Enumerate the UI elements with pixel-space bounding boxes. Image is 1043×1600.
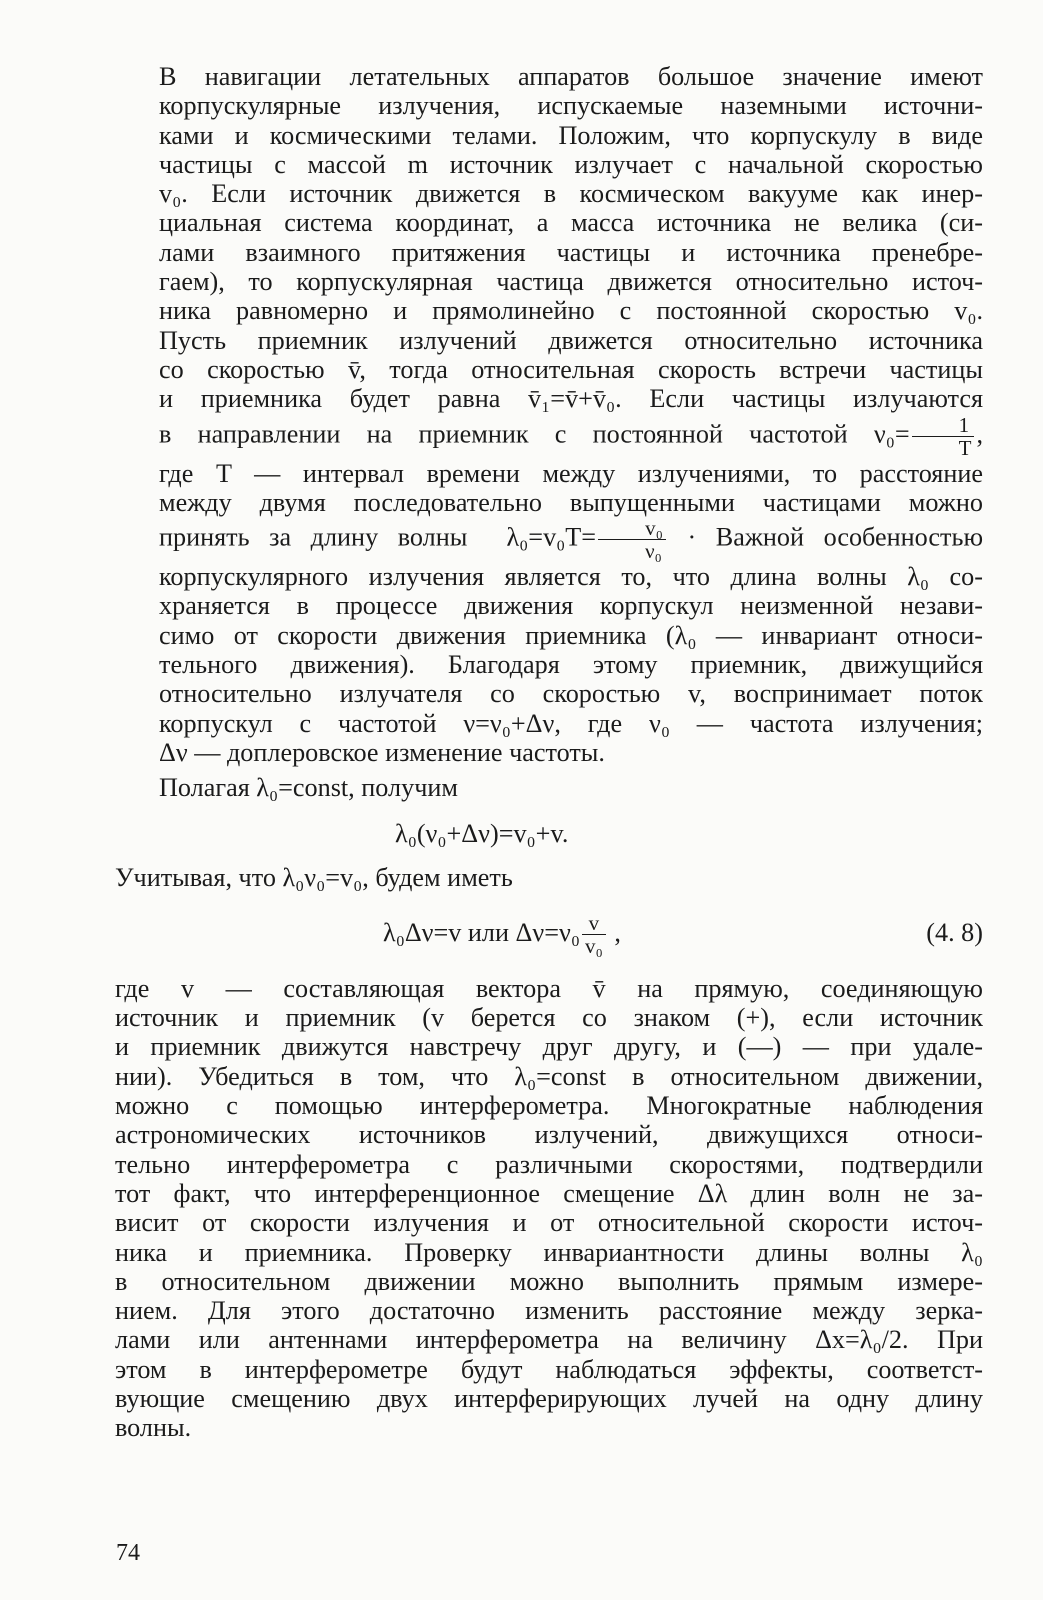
text-line: со скоростью v̄, тогда относительная скорость встречи частицы	[159, 354, 983, 384]
paragraph-where-v	[115, 974, 983, 1443]
text-line: частицы с массой m источник излучает с начальной скоростью	[159, 149, 983, 179]
text-line: где v — составляющая вектора v̄ на прямую, соединяющую	[115, 973, 983, 1003]
text-fragment: принять за длину волны	[159, 522, 468, 552]
text-fragment: ,	[976, 419, 983, 449]
fraction-v0-over-nu0	[598, 517, 666, 562]
text-line: храняется в процессе движения корпускул неизменной незави-	[159, 591, 983, 621]
text-line: ками и космическими телами. Положим, что корпускулу в виде	[159, 120, 983, 150]
equation-text	[383, 908, 621, 958]
equation-1	[115, 817, 983, 851]
fraction-denominator: v₀	[584, 934, 603, 959]
text-line: где T — интервал времени между излучениями, то расстояние	[159, 458, 983, 488]
text-line: тельного движения). Благодаря этому приемник, движущийся	[159, 650, 983, 680]
equation-number: (4. 8)	[926, 917, 983, 947]
text-line: ника равномерно и прямолинейно с постоянной скоростью v₀.	[159, 296, 983, 326]
text-line: Δν — доплеровское изменение частоты.	[159, 737, 605, 767]
text-line: можно с помощью интерферометра. Многократные наблюдения	[115, 1091, 983, 1121]
text-line: Полагая λ₀=const, получим	[159, 773, 458, 803]
text-line: в относительном движении можно выполнить прямым измере-	[115, 1266, 983, 1296]
equation-left: λ₀Δν=v или Δν=ν₀	[383, 917, 580, 947]
text-line: нием. Для этого достаточно изменить расстояние между зерка-	[115, 1296, 983, 1326]
paragraph-considering	[115, 863, 983, 892]
main-text	[115, 62, 983, 1443]
formula-wavelength: λ₀=v₀T=	[506, 522, 597, 552]
text-line: и приемник движутся навстречу друг другу, и (—) — при удале-	[115, 1032, 983, 1062]
text-fragment: · Важной особенностью	[687, 522, 984, 552]
text-line-frequency	[115, 414, 983, 459]
text-line: Учитывая, что λ₀ν₀=v₀, будем иметь	[115, 862, 513, 892]
page-number: 74	[116, 1540, 140, 1566]
equation-4-8	[115, 908, 983, 958]
text-line: тот факт, что интерференционное смещение Δλ длин волн не за-	[115, 1178, 983, 1208]
text-fragment: в направлении на приемник с постоянной частотой ν₀=	[159, 419, 910, 449]
fraction-denominator: T	[958, 435, 972, 460]
text-line: корпускул с частотой ν=ν₀+Δν, где ν₀ — частота излучения;	[159, 708, 983, 738]
paragraph-assuming	[115, 773, 983, 802]
fraction-numerator: v	[582, 912, 606, 935]
text-line: относительно излучателя со скоростью v, воспринимает поток	[159, 679, 983, 709]
text-line: тельно интерферометра с различными скоростями, подтвердили	[115, 1149, 983, 1179]
text-line: ника и приемника. Проверку инвариантности длины волны λ₀	[115, 1237, 983, 1267]
equation-text: λ₀(ν₀+Δν)=v₀+v.	[395, 818, 569, 848]
fraction-denominator: ν₀	[645, 539, 662, 564]
equation-tail: ,	[614, 917, 621, 947]
text-line: лами взаимного притяжения частицы и источника пренебре-	[159, 237, 983, 267]
text-line: лами или антеннами интерферометра на величину Δx=λ₀/2. При	[115, 1325, 983, 1355]
paragraph-navigation-intro	[115, 62, 983, 767]
text-line: Пусть приемник излучений движется относительно источника	[159, 325, 983, 355]
text-line: циальная система координат, а масса источника не велика (си-	[159, 208, 983, 238]
text-line: v₀. Если источник движется в космическом вакууме как инер-	[159, 179, 983, 209]
fraction-numerator: 1	[912, 414, 975, 437]
text-line: гаем), то корпускулярная частица движется относительно источ-	[159, 267, 983, 297]
text-line: волны.	[115, 1413, 192, 1443]
text-line: симо от скорости движения приемника (λ₀ — инвариант относи-	[159, 620, 983, 650]
text-line: источник и приемник (v берется со знаком (+), если источник	[115, 1003, 983, 1033]
fraction-one-over-t	[912, 414, 975, 459]
text-line: висит от скорости излучения и от относительной скорости источ-	[115, 1208, 983, 1238]
text-line: В навигации летательных аппаратов большое значение имеют	[159, 62, 983, 91]
text-line: корпускулярные излучения, испускаемые наземными источни-	[159, 91, 983, 121]
text-line: между двумя последовательно выпущенными частицами можно	[159, 487, 983, 517]
text-line: этом в интерферометре будут наблюдаться эффекты, соответст-	[115, 1354, 983, 1384]
fraction-v-over-v0	[582, 912, 606, 957]
text-line-wavelength	[115, 517, 983, 562]
text-line: вующие смещению двух интерферирующих лучей на одну длину	[115, 1383, 983, 1413]
text-line: и приемника будет равна v̄₁=v̄+v̄₀. Если частицы излучаются	[159, 384, 983, 414]
text-line: корпускулярного излучения является то, что длина волны λ₀ со-	[159, 562, 983, 592]
text-line: нии). Убедиться в том, что λ₀=const в относительном движении,	[115, 1061, 983, 1091]
text-line: астрономических источников излучений, движущихся относи-	[115, 1120, 983, 1150]
fraction-numerator: v₀	[598, 517, 666, 540]
